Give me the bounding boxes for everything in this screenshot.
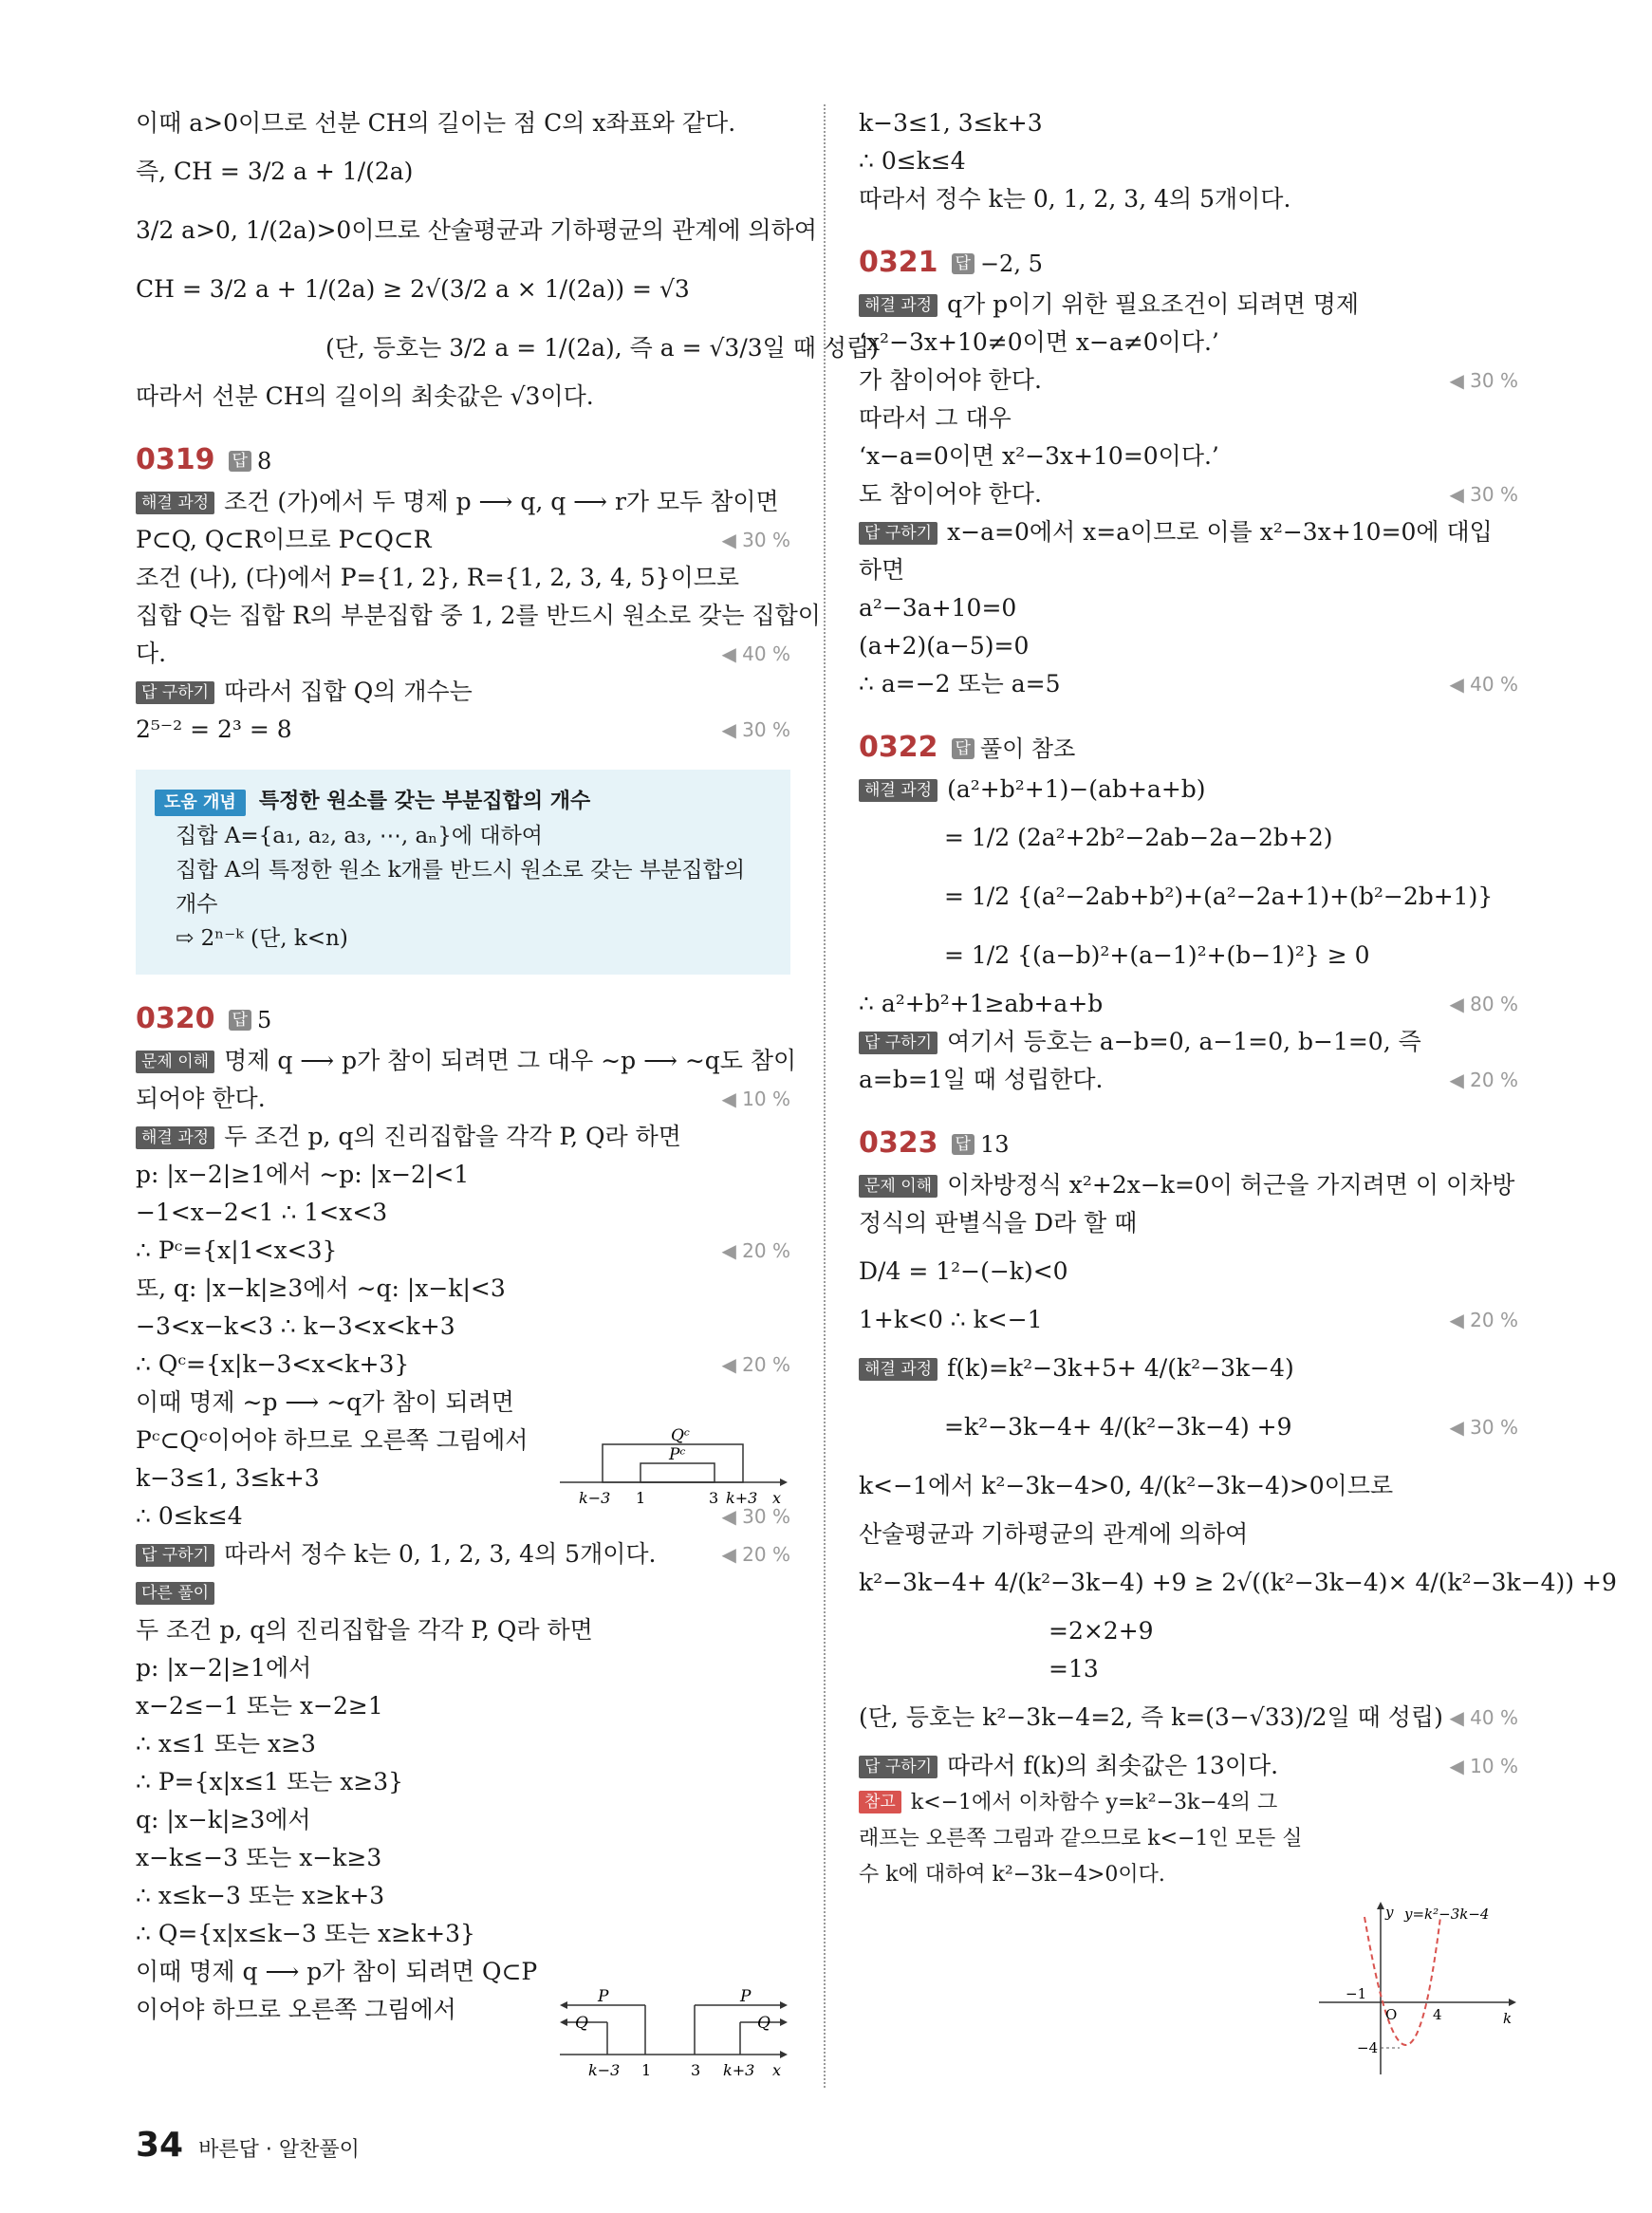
concept-header bbox=[155, 785, 771, 819]
problem-0320-header bbox=[136, 997, 790, 1042]
line-text: k−3≤1, 3≤k+3 bbox=[136, 1464, 320, 1492]
answer-label: 답 bbox=[229, 451, 251, 472]
concept-box bbox=[136, 770, 790, 975]
solution-line bbox=[859, 475, 1518, 513]
line-text: (단, 등호는 k²−3k−4=2, 즉 k=(3−√33)/2일 때 성립) bbox=[859, 1703, 1443, 1731]
q-label: Q bbox=[757, 2014, 770, 2033]
solution-line bbox=[136, 201, 817, 260]
step-tag: 다른 풀이 bbox=[136, 1582, 214, 1605]
solution-line bbox=[136, 1573, 790, 1611]
axis-arrow bbox=[780, 1478, 788, 1486]
left-column bbox=[136, 104, 879, 2029]
score-percent: ◀ 30 % bbox=[1449, 483, 1518, 506]
score-percent: ◀ 20 % bbox=[1449, 1069, 1518, 1091]
line-text: Pᶜ⊂Qᶜ이어야 하므로 오른쪽 그림에서 bbox=[136, 1426, 529, 1454]
tick-label: 1 bbox=[641, 2061, 652, 2078]
solution-line bbox=[859, 1457, 1518, 1516]
problem-0319-solution bbox=[136, 483, 821, 749]
line-text: x−2≤−1 또는 x−2≥1 bbox=[136, 1692, 383, 1720]
line-text: k<−1에서 k²−3k−4>0, 4/(k²−3k−4)>0이므로 bbox=[859, 1472, 1394, 1499]
line-text: 정식의 판별식을 D라 할 때 bbox=[859, 1209, 1138, 1237]
answer-label: 답 bbox=[229, 1010, 251, 1031]
step-tag: 해결 과정 bbox=[859, 1358, 937, 1381]
step-tag: 답 구하기 bbox=[136, 681, 214, 704]
problem-0323-solution bbox=[859, 1166, 1617, 1785]
solution-line bbox=[136, 1725, 790, 1763]
score-percent: ◀ 20 % bbox=[721, 1543, 790, 1566]
answer-value: 8 bbox=[256, 448, 272, 474]
note-line: 수 k에 대하여 k²−3k−4>0이다. bbox=[859, 1863, 1165, 1887]
line-text: =k²−3k−4+ 4/(k²−3k−4) +9 bbox=[944, 1413, 1292, 1441]
score-percent: ◀ 10 % bbox=[1449, 1755, 1518, 1777]
line-text: 이차방정식 x²+2x−k=0이 허근을 가지려면 이 이차방 bbox=[947, 1171, 1515, 1199]
solution-line bbox=[136, 1346, 790, 1384]
axis-arrow bbox=[780, 2051, 788, 2058]
answer-label: 답 bbox=[952, 253, 974, 274]
solution-line bbox=[136, 1156, 790, 1194]
tick-label: k−3 bbox=[579, 1489, 611, 1507]
axis-label: x bbox=[772, 2061, 782, 2078]
solution-line bbox=[859, 771, 1518, 809]
line-text: ∴ Pᶜ={x|1<x<3} bbox=[136, 1237, 338, 1264]
solution-line bbox=[136, 1042, 797, 1080]
solution-line bbox=[859, 1061, 1518, 1099]
p-label: P bbox=[598, 1988, 609, 2006]
line-text: −3<x−k<3 ∴ k−3<x<k+3 bbox=[136, 1312, 455, 1340]
parabola-graph bbox=[1319, 1898, 1518, 2078]
line-text: 따라서 f(k)의 최솟값은 13이다. bbox=[947, 1752, 1279, 1779]
solution-line bbox=[136, 635, 790, 673]
axis-arrow bbox=[1509, 1999, 1516, 2006]
note-tag: 참고 bbox=[859, 1791, 901, 1813]
line-text: ∴ a²+b²+1≥ab+a+b bbox=[859, 990, 1104, 1017]
solution-line bbox=[859, 1688, 1518, 1747]
tick-label: k+3 bbox=[723, 2061, 755, 2078]
solution-line bbox=[859, 1204, 1518, 1242]
tick-label: 3 bbox=[691, 2061, 701, 2078]
solution-line bbox=[859, 551, 1518, 589]
axis-label: x bbox=[772, 1489, 782, 1507]
answer-value: 풀이 참조 bbox=[979, 735, 1076, 762]
solution-line bbox=[859, 104, 1518, 142]
score-percent: ◀ 40 % bbox=[721, 642, 790, 665]
score-percent: ◀ 30 % bbox=[721, 718, 790, 741]
problem-0320-solution bbox=[136, 1042, 797, 2029]
solution-line bbox=[859, 1553, 1617, 1612]
solution-line bbox=[136, 1611, 790, 1649]
line-text: = 1/2 (2a²+2b²−2ab−2a−2b+2) bbox=[944, 824, 1333, 851]
number-line-figure-1 bbox=[560, 1423, 788, 1514]
concept-tag: 도움 개념 bbox=[155, 790, 246, 816]
line-text: 다. bbox=[136, 640, 167, 667]
solution-line bbox=[859, 809, 1518, 867]
line-text: 가 참이어야 한다. bbox=[859, 366, 1042, 394]
line-text: −1<x−2<1 ∴ 1<x<3 bbox=[136, 1199, 388, 1226]
solution-line bbox=[136, 483, 790, 521]
solution-line bbox=[136, 1649, 790, 1687]
page-number: 34 bbox=[136, 2126, 184, 2165]
tick-minus-four: −4 bbox=[1357, 2039, 1379, 2056]
problem-number: 0321 bbox=[859, 246, 938, 279]
line-text: ∴ x≤k−3 또는 x≥k+3 bbox=[136, 1882, 385, 1909]
step-tag: 해결 과정 bbox=[859, 294, 937, 317]
solution-line bbox=[859, 180, 1518, 218]
arrow bbox=[560, 2001, 567, 2009]
solution-line bbox=[136, 1687, 790, 1725]
solution-line bbox=[136, 1270, 790, 1308]
step-tag: 문제 이해 bbox=[859, 1175, 937, 1198]
line-text: 1+k<0 ∴ k<−1 bbox=[859, 1306, 1043, 1333]
number-line-figure-2 bbox=[560, 1988, 788, 2078]
solution-line bbox=[859, 324, 1518, 362]
answer-label: 답 bbox=[952, 738, 974, 759]
line-text: 따라서 집합 Q의 개수는 bbox=[224, 678, 473, 705]
answer-value: 13 bbox=[979, 1131, 1010, 1158]
step-tag: 해결 과정 bbox=[136, 492, 214, 514]
solution-line bbox=[859, 665, 1518, 703]
score-percent: ◀ 30 % bbox=[1449, 1416, 1518, 1439]
solution-line bbox=[859, 985, 1518, 1023]
line-text: = 1/2 {(a²−2ab+b²)+(a²−2a+1)+(b²−2b+1)} bbox=[944, 883, 1494, 910]
line-text: ‘x²−3x+10≠0이면 x−a≠0이다.’ bbox=[859, 328, 1219, 356]
problem-0322-header bbox=[859, 726, 1518, 771]
problem-0321-solution bbox=[859, 286, 1518, 703]
arrow bbox=[780, 2018, 788, 2026]
book-title: 바른답 · 알찬풀이 bbox=[198, 2138, 360, 2162]
note-text: k<−1에서 이차함수 y=k²−3k−4의 그 bbox=[910, 1791, 1278, 1814]
line-text: D/4 = 1²−(−k)<0 bbox=[859, 1257, 1068, 1285]
line-text: ∴ 0≤k≤4 bbox=[859, 147, 966, 175]
problem-number: 0323 bbox=[859, 1126, 938, 1160]
line-text: 조건 (가)에서 두 명제 p ⟶ q, q ⟶ r가 모두 참이면 bbox=[224, 488, 779, 515]
concept-line: ⇨ 2ⁿ⁻ᵏ (단, k<n) bbox=[176, 926, 348, 951]
solution-line bbox=[136, 1763, 790, 1801]
solution-line bbox=[136, 1384, 790, 1422]
line-text: 이어야 하므로 오른쪽 그림에서 bbox=[136, 1996, 456, 2023]
line-text: x−a=0에서 x=a이므로 이를 x²−3x+10=0에 대입 bbox=[947, 518, 1493, 546]
solution-line bbox=[859, 1339, 1518, 1398]
solution-line bbox=[136, 559, 790, 597]
line-text: (단, 등호는 3/2 a = 1/(2a), 즉 a = √3/3일 때 성립) bbox=[325, 334, 879, 362]
line-text: 하면 bbox=[859, 556, 905, 584]
solution-line bbox=[859, 1023, 1518, 1061]
tick-minus-one: −1 bbox=[1346, 1985, 1367, 2002]
score-percent: ◀ 80 % bbox=[1449, 993, 1518, 1015]
solution-line bbox=[136, 1080, 790, 1118]
line-text: a²−3a+10=0 bbox=[859, 594, 1017, 622]
line-text: f(k)=k²−3k+5+ 4/(k²−3k−4) bbox=[947, 1354, 1294, 1382]
score-percent: ◀ 30 % bbox=[721, 529, 790, 551]
answer-value: −2, 5 bbox=[979, 251, 1043, 277]
solution-line bbox=[136, 1915, 790, 1953]
score-percent: ◀ 10 % bbox=[721, 1088, 790, 1110]
concept-line: 집합 A의 특정한 원소 k개를 반드시 원소로 갖는 부분집합의 개수 bbox=[176, 858, 746, 917]
line-text: 집합 Q는 집합 R의 부분집합 중 1, 2를 반드시 원소로 갖는 집합이 bbox=[136, 602, 821, 629]
line-text: 이때 명제 q ⟶ p가 참이 되려면 Q⊂P bbox=[136, 1958, 538, 1985]
solution-line bbox=[136, 1194, 790, 1232]
problem-0319-header bbox=[136, 438, 790, 483]
score-percent: ◀ 20 % bbox=[721, 1353, 790, 1376]
arrow bbox=[560, 2018, 567, 2026]
solution-line bbox=[136, 1953, 790, 1991]
continued-solution bbox=[859, 104, 1518, 218]
score-percent: ◀ 40 % bbox=[1449, 673, 1518, 696]
parabola-curve bbox=[1364, 1917, 1440, 2045]
problem-number: 0320 bbox=[136, 1002, 215, 1035]
solution-line bbox=[859, 286, 1518, 324]
line-text: 2⁵⁻² = 2³ = 8 bbox=[136, 716, 292, 743]
solution-line bbox=[136, 1877, 790, 1915]
line-text: 즉, CH = 3/2 a + 1/(2a) bbox=[136, 158, 414, 185]
line-text: CH = 3/2 a + 1/(2a) ≥ 2√(3/2 a × 1/(2a)) = √3 bbox=[136, 275, 690, 303]
q-label: Q bbox=[575, 2014, 588, 2033]
step-tag: 답 구하기 bbox=[136, 1544, 214, 1567]
step-tag: 문제 이해 bbox=[136, 1051, 214, 1073]
line-text: ∴ P={x|x≤1 또는 x≥3} bbox=[136, 1768, 404, 1795]
line-text: p: |x−2|≥1에서 ∼p: |x−2|<1 bbox=[136, 1161, 470, 1188]
solution-line bbox=[859, 437, 1518, 475]
line-text: 따라서 정수 k는 0, 1, 2, 3, 4의 5개이다. bbox=[859, 185, 1291, 213]
line-text: a=b=1일 때 성립한다. bbox=[859, 1066, 1104, 1093]
line-text: k−3≤1, 3≤k+3 bbox=[859, 109, 1043, 137]
solution-line bbox=[136, 319, 879, 378]
solution-line bbox=[136, 1535, 790, 1573]
tick-four: 4 bbox=[1433, 2006, 1442, 2023]
solution-line bbox=[859, 1747, 1518, 1785]
solution-line bbox=[136, 711, 790, 749]
answer-label: 답 bbox=[952, 1134, 974, 1155]
line-text: 여기서 등호는 a−b=0, a−1=0, b−1=0, 즉 bbox=[947, 1028, 1421, 1055]
line-text: (a²+b²+1)−(ab+a+b) bbox=[947, 775, 1206, 803]
right-column bbox=[859, 104, 1617, 1893]
solution-line bbox=[859, 1242, 1518, 1301]
line-text: 명제 q ⟶ p가 참이 되려면 그 대우 ∼p ⟶ ∼q도 참이 bbox=[224, 1047, 797, 1074]
line-text: x−k≤−3 또는 x−k≥3 bbox=[136, 1844, 382, 1871]
line-text: q: |x−k|≥3에서 bbox=[136, 1806, 311, 1833]
solution-line bbox=[859, 627, 1518, 665]
line-text: ∴ x≤1 또는 x≥3 bbox=[136, 1730, 316, 1757]
note-line bbox=[859, 1785, 1295, 1821]
solution-line bbox=[136, 1801, 790, 1839]
tick-label: k−3 bbox=[588, 2061, 621, 2078]
step-tag: 답 구하기 bbox=[859, 1032, 937, 1054]
solution-line bbox=[136, 1118, 790, 1156]
solution-line bbox=[136, 1839, 790, 1877]
score-percent: ◀ 30 % bbox=[1449, 369, 1518, 392]
function-label: y=k²−3k−4 bbox=[1404, 1906, 1490, 1923]
line-text: ∴ Qᶜ={x|k−3<x<k+3} bbox=[136, 1350, 410, 1378]
intro-solution bbox=[136, 104, 879, 416]
line-text: ‘x−a=0이면 x²−3x+10=0이다.’ bbox=[859, 442, 1219, 470]
step-tag: 답 구하기 bbox=[859, 1756, 937, 1778]
column-divider bbox=[824, 104, 826, 2088]
answer-value: 5 bbox=[256, 1007, 272, 1033]
note-line: 래프는 오른쪽 그림과 같으므로 k<−1인 모든 실 bbox=[859, 1827, 1303, 1850]
tick-label: 1 bbox=[636, 1489, 646, 1507]
line-text: ∴ a=−2 또는 a=5 bbox=[859, 670, 1061, 697]
line-text: 또, q: |x−k|≥3에서 ∼q: |x−k|<3 bbox=[136, 1274, 506, 1302]
solution-line bbox=[136, 521, 790, 559]
reference-note bbox=[859, 1785, 1303, 1893]
solution-line bbox=[136, 673, 790, 711]
solution-line bbox=[136, 142, 790, 201]
concept-title: 특정한 원소를 갖는 부분집합의 개수 bbox=[258, 790, 591, 813]
pc-label: Pᶜ bbox=[669, 1445, 686, 1464]
arrow bbox=[780, 2001, 788, 2009]
problem-0323-header bbox=[859, 1122, 1518, 1166]
solution-line bbox=[859, 1516, 1518, 1553]
step-tag: 답 구하기 bbox=[859, 522, 937, 545]
line-text: (a+2)(a−5)=0 bbox=[859, 632, 1030, 660]
problem-0321-header bbox=[859, 241, 1518, 286]
line-text: 따라서 그 대우 bbox=[859, 404, 1012, 432]
solution-line bbox=[859, 1301, 1518, 1339]
solution-line bbox=[859, 589, 1518, 627]
line-text: 두 조건 p, q의 진리집합을 각각 P, Q라 하면 bbox=[224, 1123, 681, 1150]
y-label: y bbox=[1385, 1904, 1394, 1921]
line-text: 이때 a>0이므로 선분 CH의 길이는 점 C의 x좌표와 같다. bbox=[136, 109, 736, 137]
problem-0322-solution bbox=[859, 771, 1518, 1099]
line-text: ∴ Q={x|x≤k−3 또는 x≥k+3} bbox=[136, 1920, 475, 1947]
solution-line bbox=[859, 142, 1518, 180]
line-text: 3/2 a>0, 1/(2a)>0이므로 산술평균과 기하평균의 관계에 의하여 bbox=[136, 216, 817, 244]
score-percent: ◀ 20 % bbox=[721, 1239, 790, 1262]
score-percent: ◀ 20 % bbox=[1449, 1309, 1518, 1331]
tick-label: 3 bbox=[709, 1489, 719, 1507]
score-percent: ◀ 40 % bbox=[1449, 1706, 1518, 1729]
solution-line bbox=[859, 867, 1518, 926]
line-text: 이때 명제 ∼p ⟶ ∼q가 참이 되려면 bbox=[136, 1388, 514, 1416]
tick-label: k+3 bbox=[726, 1489, 758, 1507]
line-text: 두 조건 p, q의 진리집합을 각각 P, Q라 하면 bbox=[136, 1616, 593, 1644]
solution-line bbox=[859, 400, 1518, 437]
solution-line bbox=[136, 260, 790, 319]
line-text: 따라서 선분 CH의 길이의 최솟값은 √3이다. bbox=[136, 382, 594, 410]
axis-arrow bbox=[1377, 1902, 1384, 1909]
line-text: = 1/2 {(a−b)²+(a−1)²+(b−1)²} ≥ 0 bbox=[944, 941, 1370, 969]
line-text: k²−3k−4+ 4/(k²−3k−4) +9 ≥ 2√((k²−3k−4)× 4/(k²−3k−4)) +9 bbox=[859, 1569, 1617, 1596]
line-text: p: |x−2|≥1에서 bbox=[136, 1654, 312, 1682]
p-label: P bbox=[740, 1988, 752, 2006]
score-percent: ◀ 30 % bbox=[721, 1505, 790, 1528]
origin-label: O bbox=[1385, 2006, 1398, 2023]
problem-number: 0322 bbox=[859, 731, 938, 764]
page-footer bbox=[136, 2126, 360, 2165]
step-tag: 해결 과정 bbox=[859, 779, 937, 802]
line-text: =13 bbox=[1049, 1655, 1099, 1683]
qc-label: Qᶜ bbox=[671, 1426, 690, 1445]
line-text: 도 참이어야 한다. bbox=[859, 480, 1042, 508]
line-text: 되어야 한다. bbox=[136, 1085, 266, 1112]
solution-line bbox=[136, 597, 821, 635]
line-text: 산술평균과 기하평균의 관계에 의하여 bbox=[859, 1520, 1249, 1548]
solution-line bbox=[859, 362, 1518, 400]
pc-interval bbox=[640, 1463, 715, 1482]
line-text: q가 p이기 위한 필요조건이 되려면 명제 bbox=[947, 290, 1360, 318]
solution-line bbox=[136, 104, 790, 142]
line-text: 따라서 정수 k는 0, 1, 2, 3, 4의 5개이다. bbox=[224, 1540, 657, 1568]
line-text: P⊂Q, Q⊂R이므로 P⊂Q⊂R bbox=[136, 526, 432, 553]
solution-line bbox=[136, 1308, 790, 1346]
k-label: k bbox=[1503, 2010, 1513, 2027]
solution-line bbox=[136, 1232, 790, 1270]
line-text: ∴ 0≤k≤4 bbox=[136, 1502, 243, 1530]
solution-line bbox=[859, 1398, 1518, 1457]
solution-line bbox=[859, 1612, 1518, 1650]
solution-line bbox=[859, 1650, 1518, 1688]
solution-line bbox=[859, 513, 1518, 551]
line-text: 조건 (나), (다)에서 P={1, 2}, R={1, 2, 3, 4, 5}이므로 bbox=[136, 564, 740, 591]
solution-line bbox=[859, 1166, 1518, 1204]
concept-line: 집합 A={a₁, a₂, a₃, ⋯, aₙ}에 대하여 bbox=[176, 824, 544, 848]
problem-number: 0319 bbox=[136, 443, 215, 476]
solution-line bbox=[136, 378, 790, 416]
step-tag: 해결 과정 bbox=[136, 1126, 214, 1149]
solution-line bbox=[859, 926, 1518, 985]
line-text: =2×2+9 bbox=[1049, 1617, 1154, 1645]
